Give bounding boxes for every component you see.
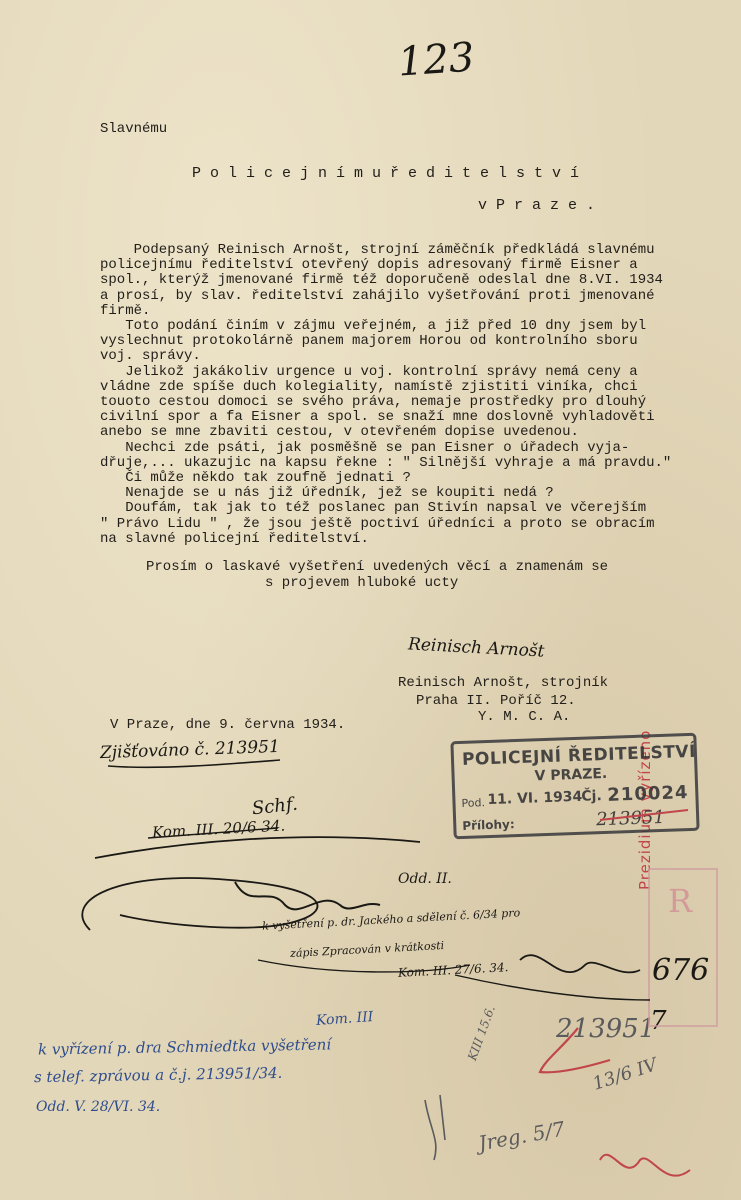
handwritten-oddeleni: Odd. II. [398,871,452,887]
swoop-stroke-2 [148,828,278,838]
paraph-stroke [520,955,640,972]
letter-line: civilní spor a fa Eisner a spol. se snaží mne doslovně vyhladověti [100,409,655,426]
letter-line: Toto podání činím v zájmu veřejném, a již před 10 dny jsem byl [100,318,647,334]
letter-line: Doufám, tak jak to též poslanec pan Stivín napsal ve včerejším [100,500,647,517]
stamp-number: 210024 [606,782,689,806]
salutation: Slavnému [100,121,168,137]
pencil-reference-number: 213951 [556,1014,656,1044]
stamp-city: V PRAZE. [534,765,608,785]
handwritten-line-a: k vyšetření p. dr. Jackého a sdělení č. 6/34 pro [261,906,521,933]
handwritten-signature: Reinisch Arnošt [407,634,545,662]
long-right-stroke [455,975,650,1000]
handwritten-line-c: Kom. III. 27/6. 34. [397,960,509,980]
red-bracket [540,1028,610,1072]
handwritten-reference: Zjišťováno č. 213951 [99,736,281,764]
letter-line: Jelikož jakákoliv urgence u voj. kontrolní správy nemá ceny a [100,363,638,380]
stamp-number-label: Čj. [581,788,603,805]
letter-line: firmě. [100,302,151,319]
red-scribble-bottom [600,1155,690,1176]
letter-line: Nenajde se u nás již úředník, jež se koupiti nedá ? [100,485,554,502]
letter-line: Podepsaný Reinisch Arnošt, strojní záměčník předkládá slavnému [100,242,655,258]
handwritten-initials: Schf. [250,793,299,820]
letter-line: Nechci zde psáti, jak posměšně se pan Eisner o úřadech vyja- [100,439,630,456]
pencil-note: KIII 15.6. [465,1003,498,1063]
pencil-date: 13/6 IV [590,1054,660,1095]
signer-address-line: Praha II. Poříč 12. [416,693,576,709]
red-strike-stamp [600,810,688,820]
closing-line-1: Prosím o laskavé vyšetření uvedených věcí a znamenám se [146,559,609,575]
letter-line: a prosí, by slav. ředitelství zahájilo vyšetřování proti jmenované [100,287,655,304]
letter-line: spol., kterýž jmenované firmě též doporučeně odeslal dne 8.VI. 1934 [100,272,663,289]
folio-number: 123 [396,34,476,86]
stamp-attachments-label: Přílohy: [462,817,515,833]
blue-line-1: k vyřízení p. dra Schmiedtka vyšetření [37,1035,332,1059]
recipient-line-1: P o l i c e j n í m u ř e d i t e l s t v í [192,165,580,182]
handwritten-number-7: 7 [650,1006,667,1036]
red-vertical-stamp: Prezidium vyřízeno [636,729,654,890]
letter-line: policejnímu ředitelství otevřený dopis adresovaný firmě Eisner a [100,257,638,274]
stamp-received-date: 11. VI. 1934 [487,788,583,809]
pencil-bottom-note: Jreg. 5/7 [476,1116,567,1156]
blue-line-3: Odd. V. 28/VI. 34. [36,1099,161,1115]
letter-line: " Právo Lidu " , že jsou ještě poctiví úředníci a proto se obracím [100,515,655,532]
letter-line: vládne zde spíše duch kolegiality, namístě zjistiti viníka, chci [100,378,638,395]
letter-line: dřuje,... ukazujic na kapsu řekne : " Silnější vyhraje a má pravdu." [100,454,672,471]
stamp-title: POLICEJNÍ ŘEDITELSTVÍ [461,741,697,770]
letter-line: anebo se mne zbaviti cestou, v otevřeném dopise uvedenou. [100,424,579,441]
red-box-letter: R [668,882,693,920]
signer-name-line: Reinisch Arnošt, strojník [398,675,609,691]
lower-stroke [258,960,470,972]
swoop-stroke-1 [95,837,420,858]
letter-line: Či může někdo tak zoufně jednati ? [100,470,411,486]
closing-line-2: s projevem hluboké ucty [265,575,459,591]
ref-underline [108,760,280,767]
blue-line-2: s telef. zprávou a č.j. 213951/34. [33,1063,283,1087]
letter-line: voj. správy. [100,348,201,365]
letter-line: vyslechnut protokolárně panem majorem Horou od kontrolního sboru [100,333,638,350]
handwritten-number-676: 676 [652,953,710,988]
letter-line: touoto cestou domoci se svého práva, nemaje prostředky pro dlouhý [100,394,647,410]
stamp-attachments-value: 213951 [595,806,666,831]
stamp-received-label: Pod. [461,796,486,810]
recipient-line-2: v P r a z e . [478,197,596,214]
pencil-scratch [425,1095,445,1160]
handwritten-line-b: zápis Zpracován v krátkosti [289,938,445,961]
date-line: V Praze, dne 9. června 1934. [110,717,346,733]
signer-org-line: Y. M. C. A. [478,709,571,725]
blue-kom-iii: Kom. III [315,1009,374,1029]
handwritten-kom-date: Kom. III. 20/6 34. [151,816,286,842]
letter-line: na slavné policejní ředitelství. [100,530,369,547]
loop-signature [82,878,317,930]
